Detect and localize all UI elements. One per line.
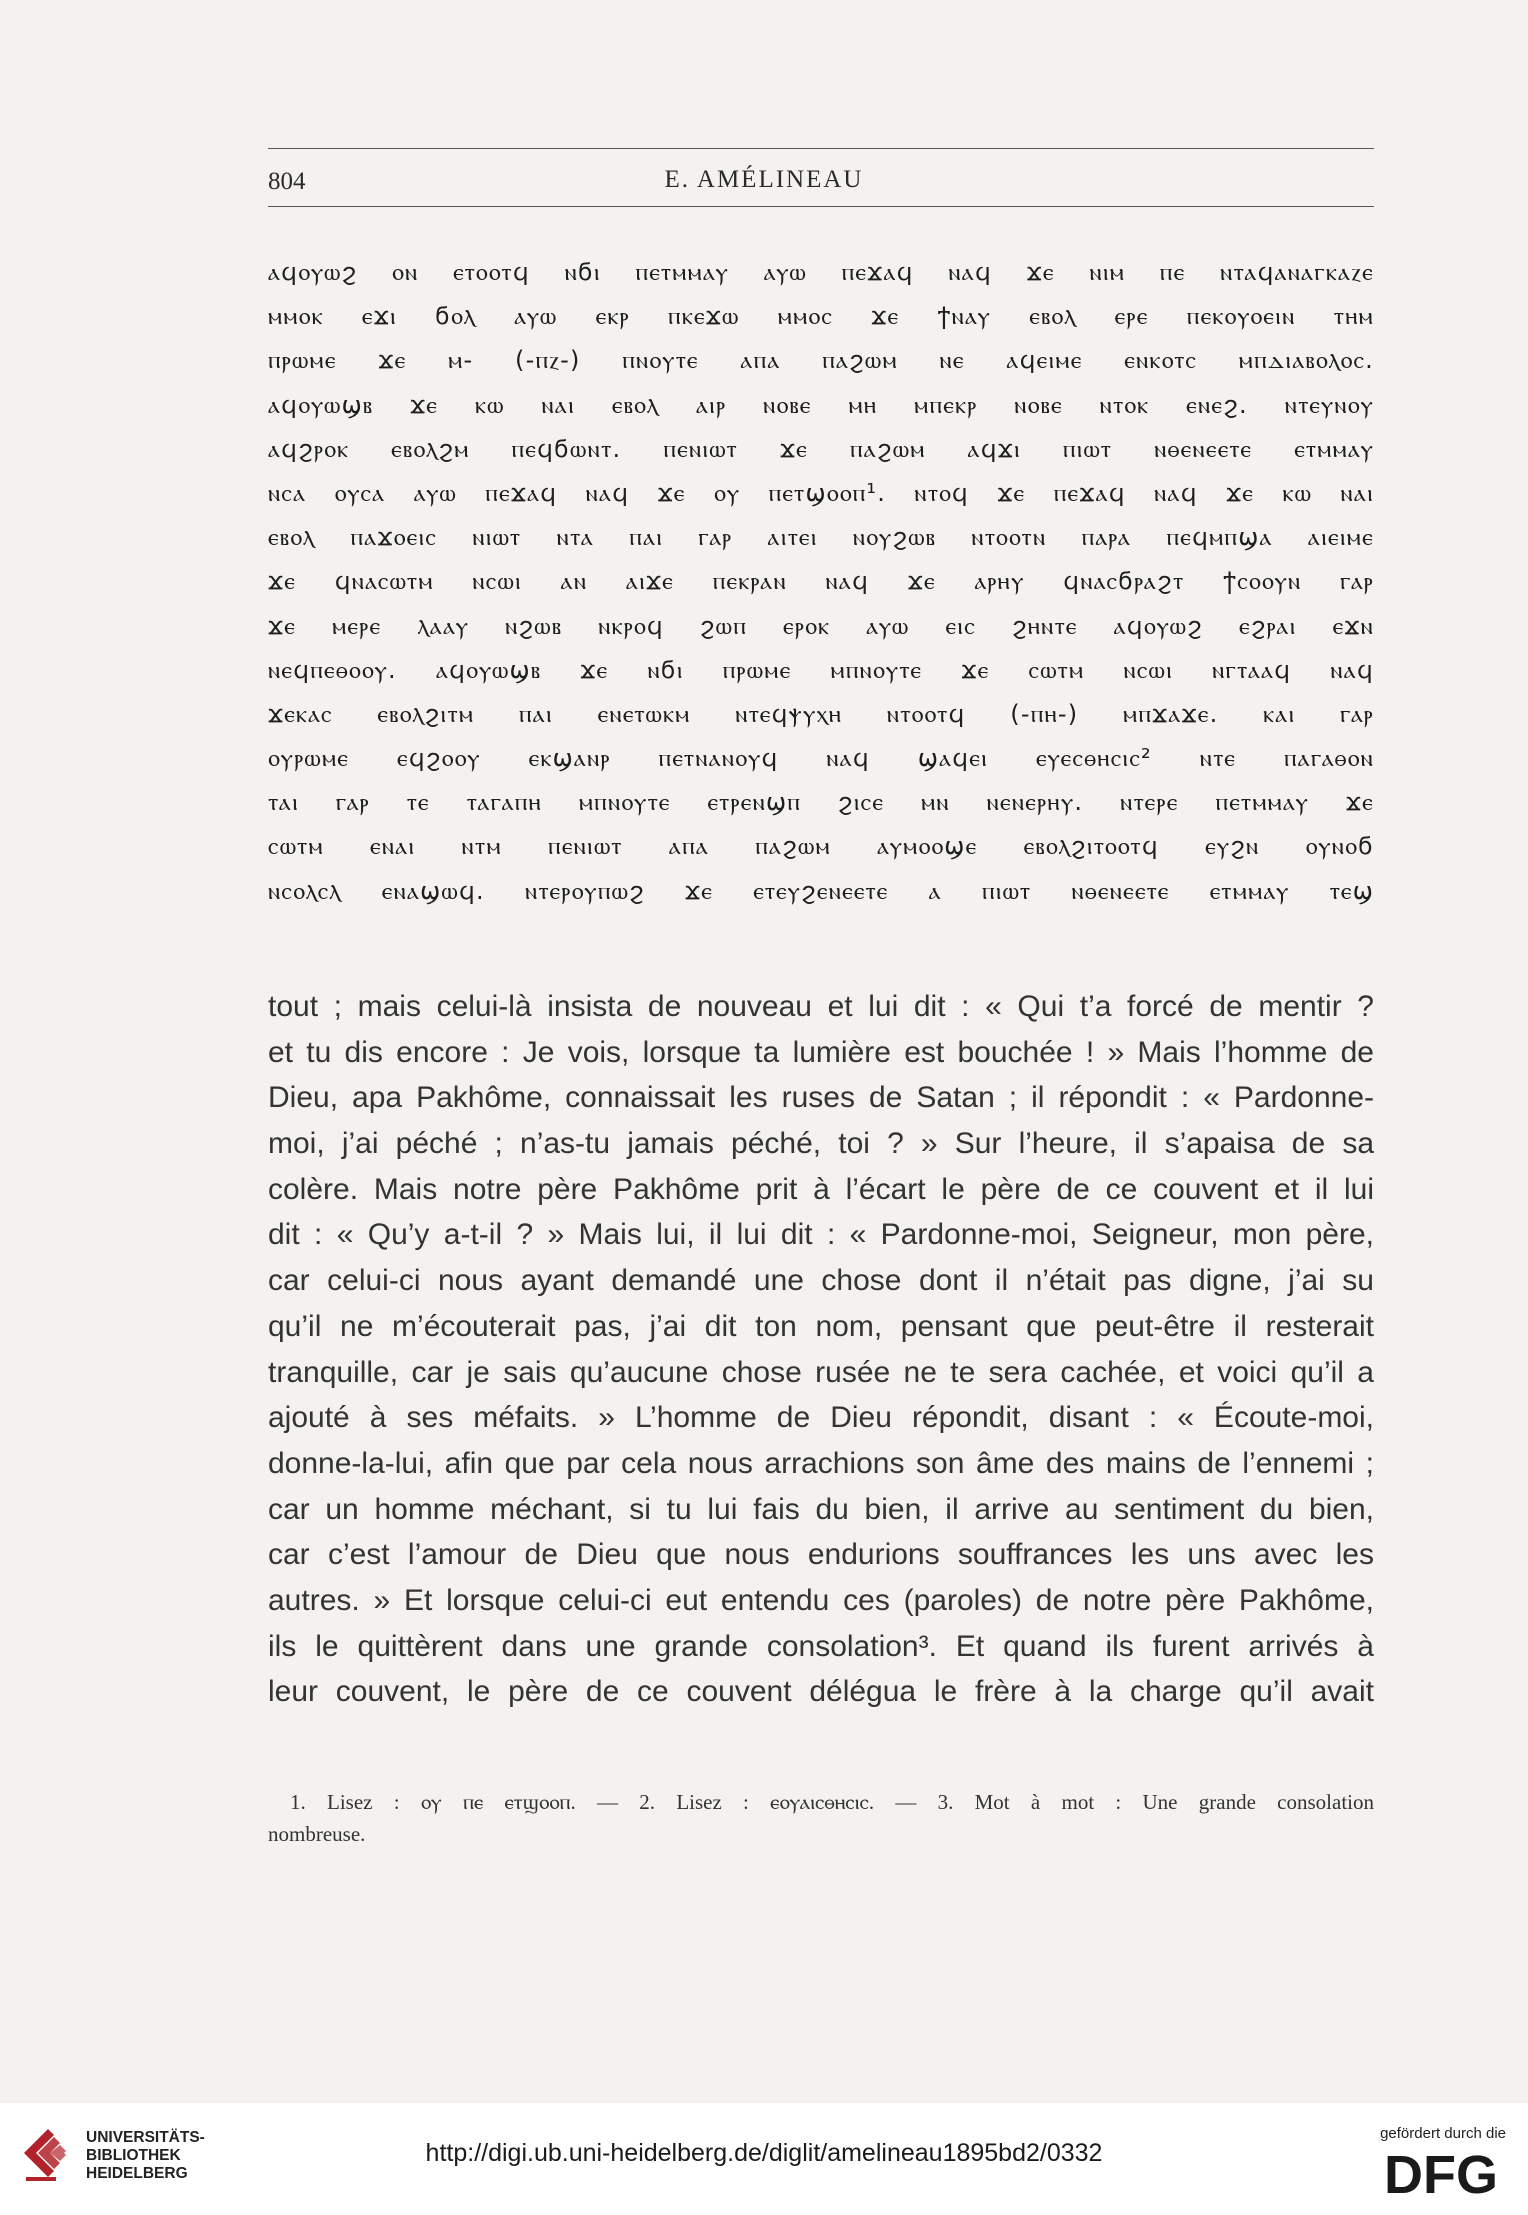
coptic-line: ⲥⲱⲧⲙ ⲉⲛⲁⲓ ⲛⲧⲙ ⲡⲉⲛⲓⲱⲧ ⲁⲡⲁ ⲡⲁϩⲱⲙ ⲁⲩⲙⲟⲟϣⲉ ⲉⲃⲟⲗϩⲓⲧⲟⲟⲧϥ ⲉⲩϩⲛ ⲟⲩⲛⲟϭ	[268, 832, 1374, 861]
coptic-line: ϫⲉ ⲙⲉⲣⲉ ⲗⲁⲁⲩ ⲛϩⲱⲃ ⲛⲕⲣⲟϥ ϩⲱⲡ ⲉⲣⲟⲕ ⲁⲩⲱ ⲉⲓⲥ ϩⲏⲛⲧⲉ ⲁϥⲟⲩⲱϩ ⲉϩⲣⲁⲓ ⲉϫⲛ	[268, 611, 1374, 640]
translation-line: autres. » Et lorsque celui-ci eut entendu ces (paroles) de notre père Pakhôme,	[268, 1583, 1374, 1617]
translation-line: ajouté à ses méfaits. » L’homme de Dieu répondit, disant : « Écoute-moi,	[268, 1401, 1374, 1435]
translation-line: colère. Mais notre père Pakhôme prit à l’écart le père de ce couvent et il lui	[268, 1172, 1374, 1206]
coptic-line: ⲁϥϩⲣⲟⲕ ⲉⲃⲟⲗϩⲙ ⲡⲉϥϭⲱⲛⲧ. ⲡⲉⲛⲓⲱⲧ ϫⲉ ⲡⲁϩⲱⲙ ⲁϥϫⲓ ⲡⲓⲱⲧ ⲛⲑⲉⲛⲉⲉⲧⲉ ⲉⲧⲙⲙⲁⲩ	[268, 434, 1374, 463]
header-rule	[268, 206, 1374, 207]
translation-line: donne-la-lui, afin que par cela nous arrachions son âme des mains de l’ennemi ;	[268, 1446, 1374, 1480]
translation-line: tranquille, car je sais qu’aucune chose rusée ne te sera cachée, et voici qu’il a	[268, 1355, 1374, 1389]
dfg-logo-icon	[1376, 2147, 1506, 2199]
coptic-line: ⲁϥⲟⲩⲱϩ ⲟⲛ ⲉⲧⲟⲟⲧϥ ⲛϭⲓ ⲡⲉⲧⲙⲙⲁⲩ ⲁⲩⲱ ⲡⲉϫⲁϥ ⲛⲁϥ ϫⲉ ⲛⲓⲙ ⲡⲉ ⲛⲧⲁϥⲁⲛⲁⲅⲕⲁⲍⲉ	[268, 258, 1374, 286]
library-name-line: UNIVERSITÄTS-	[86, 2129, 205, 2146]
page-number: 804	[268, 168, 306, 195]
translation-line: et tu dis encore : Je vois, lorsque ta lumière est bouchée ! » Mais l’homme de	[268, 1035, 1374, 1069]
top-rule	[268, 148, 1374, 149]
coptic-line: ϫⲉ ϥⲛⲁⲥⲱⲧⲙ ⲛⲥⲱⲓ ⲁⲛ ⲁⲓϫⲉ ⲡⲉⲕⲣⲁⲛ ⲛⲁϥ ϫⲉ ⲁⲣⲏⲩ ϥⲛⲁⲥϭⲣⲁϩⲧ ϯⲥⲟⲟⲩⲛ ⲅⲁⲣ	[268, 567, 1374, 596]
coptic-line: ⲟⲩⲣⲱⲙⲉ ⲉϥϩⲟⲟⲩ ⲉⲕϣⲁⲛⲣ ⲡⲉⲧⲛⲁⲛⲟⲩϥ ⲛⲁϥ ϣⲁϥⲉⲓ ⲉⲩⲉⲥⲑⲏⲥⲓⲥ² ⲛⲧⲉ ⲡⲁⲅⲁⲑⲟⲛ	[268, 744, 1374, 773]
permalink-url[interactable]: http://digi.ub.uni-heidelberg.de/diglit/amelineau1895bd2/0332	[425, 2139, 1103, 2167]
translation-line: dit : « Qu’y a-t-il ? » Mais lui, il lui dit : « Pardonne-moi, Seigneur, mon père,	[268, 1218, 1374, 1252]
coptic-text-block	[268, 250, 1374, 913]
coptic-line: ⲁϥⲟⲩⲱϣⲃ ϫⲉ ⲕⲱ ⲛⲁⲓ ⲉⲃⲟⲗ ⲁⲓⲣ ⲛⲟⲃⲉ ⲙⲏ ⲙⲡⲉⲕⲣ ⲛⲟⲃⲉ ⲛⲧⲟⲕ ⲉⲛⲉϩ. ⲛⲧⲉⲩⲛⲟⲩ	[268, 390, 1374, 419]
coptic-line: ⲉⲃⲟⲗ ⲡⲁϫⲟⲉⲓⲥ ⲛⲓⲱⲧ ⲛⲧⲁ ⲡⲁⲓ ⲅⲁⲣ ⲁⲓⲧⲉⲓ ⲛⲟⲩϩⲱⲃ ⲛⲧⲟⲟⲧⲛ ⲡⲁⲣⲁ ⲡⲉϥⲙⲡϣⲁ ⲁⲓⲉⲓⲙⲉ	[268, 523, 1374, 552]
coptic-line: ⲡⲣⲱⲙⲉ ϫⲉ ⲙ- (-ⲡⲍ-) ⲡⲛⲟⲩⲧⲉ ⲁⲡⲁ ⲡⲁϩⲱⲙ ⲛⲉ ⲁϥⲉⲓⲙⲉ ⲉⲛⲕⲟⲧⲥ ⲙⲡⲇⲓⲁⲃⲟⲗⲟⲥ.	[268, 346, 1374, 375]
digitization-footer	[0, 2103, 1528, 2215]
funded-by-label: gefördert durch die	[1380, 2125, 1506, 2142]
footnote-line: 1. Lisez : ⲟⲩ ⲡⲉ ⲉⲧϣⲟⲟⲡ. — 2. Lisez : ⲉⲟⲩⲁⲓⲥⲑⲏⲥⲓⲥ. — 3. Mot à mot : Une grande consolation	[290, 1790, 1374, 1814]
coptic-line: ϫⲉⲕⲁⲥ ⲉⲃⲟⲗϩⲓⲧⲙ ⲡⲁⲓ ⲉⲛⲉⲧⲱⲕⲙ ⲛⲧⲉϥⲯⲩⲭⲏ ⲛⲧⲟⲟⲧϥ (-ⲡⲏ-) ⲙⲡϫⲁϫⲉ. ⲕⲁⲓ ⲅⲁⲣ	[268, 699, 1374, 728]
translation-line: leur couvent, le père de ce couvent délégua le frère à la charge qu’il avait	[268, 1675, 1374, 1709]
coptic-line: ⲛⲥⲁ ⲟⲩⲥⲁ ⲁⲩⲱ ⲡⲉϫⲁϥ ⲛⲁϥ ϫⲉ ⲟⲩ ⲡⲉⲧϣⲟⲟⲡ¹. ⲛⲧⲟϥ ϫⲉ ⲡⲉϫⲁϥ ⲛⲁϥ ϫⲉ ⲕⲱ ⲛⲁⲓ	[268, 478, 1374, 507]
translation-line: tout ; mais celui-là insista de nouveau et lui dit : « Qui t’a forcé de mentir ?	[268, 990, 1374, 1023]
library-name-line: BIBLIOTHEK	[86, 2147, 181, 2164]
coptic-line: ⲙⲙⲟⲕ ⲉϫⲓ ϭⲟⲗ ⲁⲩⲱ ⲉⲕⲣ ⲡⲕⲉϫⲱ ⲙⲙⲟⲥ ϫⲉ ϯⲛⲁⲩ ⲉⲃⲟⲗ ⲉⲣⲉ ⲡⲉⲕⲟⲩⲟⲉⲓⲛ ⲧⲏⲙ	[268, 302, 1374, 331]
footnotes	[268, 1786, 1374, 1850]
dfg-logo-text: DFG	[1384, 2147, 1498, 2199]
translation-line: qu’il ne m’écouterait pas, j’ai dit ton nom, pensant que peut-être il resterait	[268, 1309, 1374, 1343]
library-name-line: HEIDELBERG	[86, 2165, 188, 2182]
translation-line: car un homme méchant, si tu lui fais du bien, il arrive au sentiment du bien,	[268, 1492, 1374, 1526]
running-head: E. AMÉLINEAU	[664, 166, 864, 193]
coptic-line: ⲧⲁⲓ ⲅⲁⲣ ⲧⲉ ⲧⲁⲅⲁⲡⲏ ⲙⲡⲛⲟⲩⲧⲉ ⲉⲧⲣⲉⲛϣⲡ ϩⲓⲥⲉ ⲙⲛ ⲛⲉⲛⲉⲣⲏⲩ. ⲛⲧⲉⲣⲉ ⲡⲉⲧⲙⲙⲁⲩ ϫⲉ	[268, 788, 1374, 817]
translation-line: Dieu, apa Pakhôme, connaissait les ruses de Satan ; il répondit : « Pardonne-	[268, 1081, 1374, 1115]
coptic-line: ⲛⲉϥⲡⲉⲑⲟⲟⲩ. ⲁϥⲟⲩⲱϣⲃ ϫⲉ ⲛϭⲓ ⲡⲣⲱⲙⲉ ⲙⲡⲛⲟⲩⲧⲉ ϫⲉ ⲥⲱⲧⲙ ⲛⲥⲱⲓ ⲛⲅⲧⲁⲁϥ ⲛⲁϥ	[268, 655, 1374, 684]
french-translation-block	[268, 984, 1374, 1715]
translation-line: moi, j’ai péché ; n’as-tu jamais péché, toi ? » Sur l’heure, il s’apaisa de sa	[268, 1127, 1374, 1161]
coptic-line: ⲛⲥⲟⲗⲥⲗ ⲉⲛⲁϣⲱϥ. ⲛⲧⲉⲣⲟⲩⲡⲱϩ ϫⲉ ⲉⲧⲉⲩϩⲉⲛⲉⲉⲧⲉ ⲁ ⲡⲓⲱⲧ ⲛⲑⲉⲛⲉⲉⲧⲉ ⲉⲧⲙⲙⲁⲩ ⲧⲉϣ	[268, 876, 1374, 905]
footnote-line: nombreuse.	[268, 1822, 366, 1846]
translation-line: ils le quittèrent dans une grande consolation³. Et quand ils furent arrivés à	[268, 1629, 1374, 1663]
translation-line: car celui-ci nous ayant demandé une chose dont il n’était pas digne, j’ai su	[268, 1264, 1374, 1298]
translation-line: car c’est l’amour de Dieu que nous endurions souffrances les uns avec les	[268, 1538, 1374, 1572]
